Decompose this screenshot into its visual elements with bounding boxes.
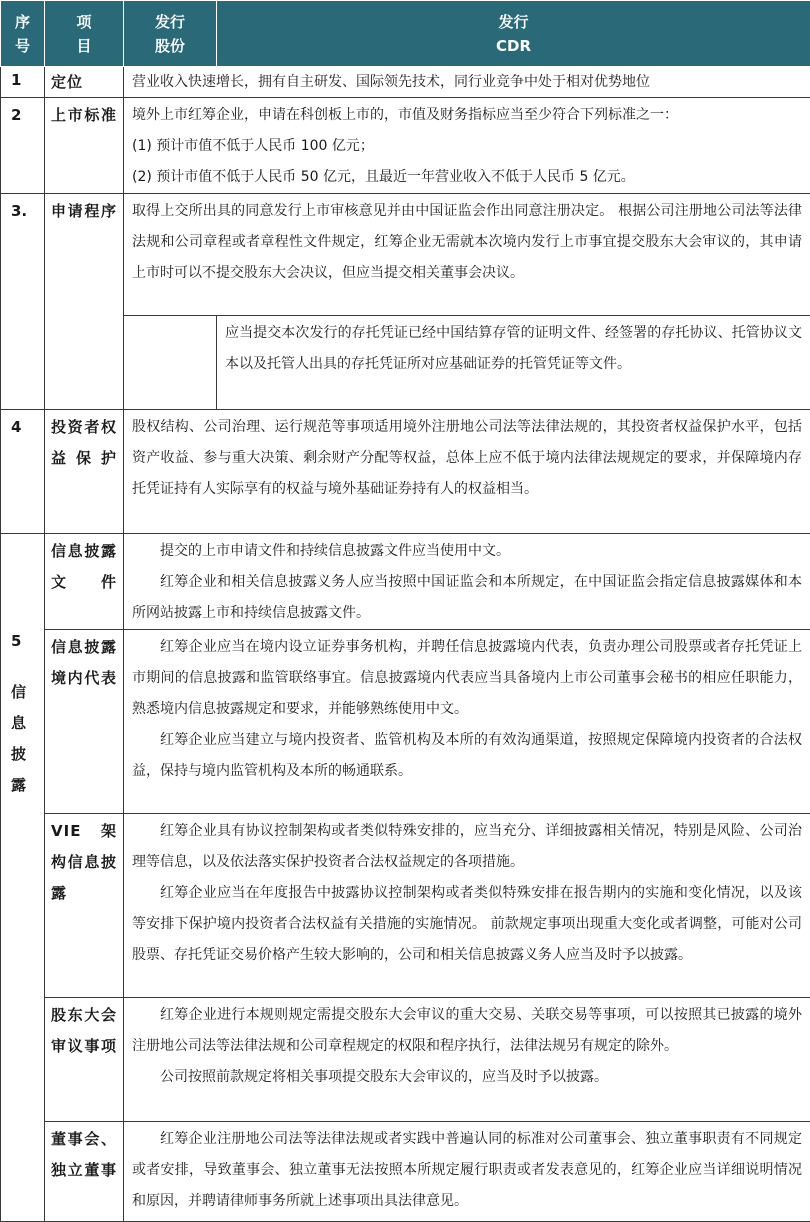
content-paragraph: 公司按照前款规定将相关事项提交股东大会审议的，应当及时予以披露。	[132, 1062, 802, 1093]
row-item: 信息披露境内代表	[45, 630, 124, 814]
group-char: 信	[11, 677, 44, 708]
row-item: VIE 架构信息披露	[45, 814, 124, 998]
table-row	[1, 998, 810, 1122]
row-content	[124, 98, 810, 194]
table-row	[1, 98, 810, 194]
row-item: 申请程序	[45, 194, 124, 410]
table-header-row	[1, 1, 810, 67]
row-item: 股东大会审议事项	[45, 998, 124, 1122]
content-paragraph: 红筹企业注册地公司法等法律法规或者实践中普遍认同的标准对公司董事会、独立董事职责有不同规定或者安排，导致董事会、独立董事无法按照本所规定履行职责或者发表意见的，红筹企业应当详细说明情况和原因，并聘请律师事务所就上述事项出具法律意见。	[132, 1124, 802, 1217]
row-seq: 4	[1, 410, 45, 534]
content-paragraph: 境外上市红筹企业，申请在科创板上市的，市值及财务指标应当至少符合下列标准之一：	[132, 100, 802, 131]
shares-empty-cell	[124, 316, 217, 410]
row-seq: 2	[1, 98, 45, 194]
content-paragraph: (2) 预计市值不低于人民币 50 亿元，且最近一年营业收入不低于人民币 5 亿元。	[132, 162, 802, 193]
row-content: 股权结构、公司治理、运行规范等事项适用境外注册地公司法等法律法规的，其投资者权益保护水平，包括资产收益、参与重大决策、剩余财产分配等权益，总体上应不低于境内法律法规规定的要求，并保障境内存托凭证持有人实际享有的权益与境外基础证券持有人的权益相当。	[124, 410, 810, 534]
header-item: 项 目	[45, 1, 124, 67]
table-row	[1, 194, 810, 316]
row-content	[124, 1122, 810, 1222]
header-seq: 序 号	[1, 1, 45, 67]
row-item: 定位	[45, 67, 124, 98]
row-item: 上市标准	[45, 98, 124, 194]
row-content	[124, 630, 810, 814]
group-char: 露	[11, 770, 44, 801]
row-seq: 1	[1, 67, 45, 98]
row-item: 投资者权益保护	[45, 410, 124, 534]
row-item: 信息披露文件	[45, 534, 124, 630]
content-paragraph: 提交的上市申请文件和持续信息披露文件应当使用中文。	[132, 536, 802, 567]
header-cdr: 发行 CDR	[217, 1, 810, 67]
table-row	[1, 67, 810, 98]
group-char: 息	[11, 708, 44, 739]
row-seq: 3.	[1, 194, 45, 410]
header-shares: 发行 股份	[124, 1, 217, 67]
content-paragraph: 红筹企业具有协议控制架构或者类似特殊安排的，应当充分、详细披露相关情况，特别是风险、公司治理等信息，以及依法落实保护投资者合法权益规定的各项措施。	[132, 816, 802, 878]
row-content: 营业收入快速增长，拥有自主研发、国际领先技术，同行业竞争中处于相对优势地位	[124, 67, 810, 98]
group-char: 披	[11, 739, 44, 770]
content-paragraph: 红筹企业应当在境内设立证券事务机构，并聘任信息披露境内代表，负责办理公司股票或者存托凭证上市期间的信息披露和监管联络事宜。信息披露境内代表应当具备境内上市公司董事会秘书的相应任职能力，熟悉境内信息披露规定和要求，并能够熟练使用中文。	[132, 632, 802, 725]
table-row	[1, 814, 810, 998]
table-row	[1, 410, 810, 534]
content-paragraph: 红筹企业应当建立与境内投资者、监管机构及本所的有效沟通渠道，按照规定保障境内投资者的合法权益，保持与境内监管机构及本所的畅通联系。	[132, 725, 802, 787]
row-content	[124, 534, 810, 630]
table-row	[1, 534, 810, 630]
row-content: 取得上交所出具的同意发行上市审核意见并由中国证监会作出同意注册决定。 根据公司注册地公司法等法律法规和公司章程或者章程性文件规定，红筹企业无需就本次境内发行上市事宜提交股东大会审议的，其申请上市时可以不提交股东大会决议，但应当提交相关董事会决议。	[124, 194, 810, 316]
table-row	[1, 1122, 810, 1222]
cdr-content: 应当提交本次发行的存托凭证已经中国结算存管的证明文件、经签署的存托协议、托管协议文本以及托管人出具的存托凭证所对应基础证券的托管凭证等文件。	[217, 316, 810, 410]
row-seq: 5	[11, 626, 44, 657]
content-paragraph: 红筹企业应当在年度报告中披露协议控制架构或者类似特殊安排在报告期内的实施和变化情况，以及该等安排下保护境内投资者合法权益有关措施的实施情况。 前款规定事项出现重大变化或者调整，可能对公司股票、存托凭证交易价格产生较大影响的，公司和相关信息披露义务人应当及时予以披露。	[132, 878, 802, 971]
row-content	[124, 998, 810, 1122]
content-paragraph: 红筹企业和相关信息披露义务人应当按照中国证监会和本所规定，在中国证监会指定信息披露媒体和本所网站披露上市和持续信息披露文件。	[132, 567, 802, 629]
table-row	[1, 630, 810, 814]
group-seq-cell	[1, 534, 45, 1222]
row-content	[124, 814, 810, 998]
row-item: 董事会、独立董事	[45, 1122, 124, 1222]
content-paragraph: 红筹企业进行本规则规定需提交股东大会审议的重大交易、关联交易等事项，可以按照其已披露的境外注册地公司法等法律法规和公司章程规定的权限和程序执行，法律法规另有规定的除外。	[132, 1000, 802, 1062]
content-paragraph: (1) 预计市值不低于人民币 100 亿元；	[132, 131, 802, 162]
